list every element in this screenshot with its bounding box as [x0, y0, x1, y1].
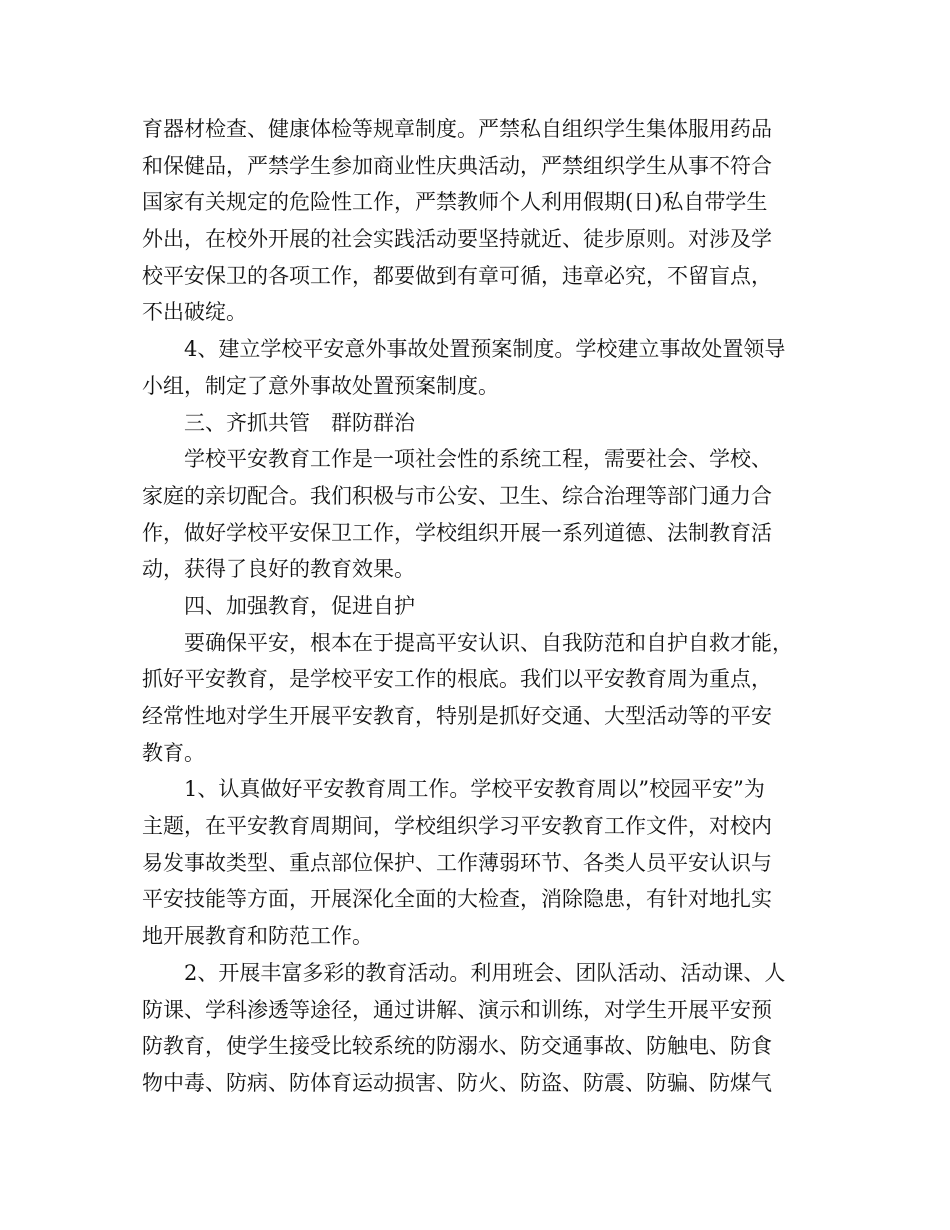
text-line: 三、齐抓共管 群防群治 — [184, 410, 415, 435]
text-line: 防课、学科渗透等途径，通过讲解、演示和训练，对学生开展平安预 — [142, 997, 772, 1022]
text-line: 平安技能等方面，开展深化全面的大检查，消除隐患，有针对地扎实 — [142, 887, 772, 912]
text-line: 家庭的亲切配合。我们积极与市公安、卫生、综合治理等部门通力合 — [142, 483, 772, 508]
text-line: 校平安保卫的各项工作，都要做到有章可循，违章必究，不留盲点， — [142, 263, 772, 288]
text-line: 主题，在平安教育周期间，学校组织学习平安教育工作文件，对校内 — [142, 814, 772, 839]
text-line: 作，做好学校平安保卫工作，学校组织开展一系列道德、法制教育活 — [142, 520, 772, 545]
document-body — [142, 111, 822, 1102]
text-line: 外出，在校外开展的社会实践活动要坚持就近、徒步原则。对涉及学 — [142, 227, 772, 252]
text-line: 小组，制定了意外事故处置预案制度。 — [142, 373, 499, 398]
text-line: 防教育，使学生接受比较系统的防溺水、防交通事故、防触电、防食 — [142, 1034, 772, 1059]
text-line: 地开展教育和防范工作。 — [142, 924, 373, 949]
text-line: 教育。 — [142, 740, 205, 765]
text-line: 学校平安教育工作是一项社会性的系统工程，需要社会、学校、 — [184, 447, 772, 472]
text-line: 1、认真做好平安教育周工作。学校平安教育周以”校园平安”为 — [184, 777, 765, 802]
text-line: 抓好平安教育，是学校平安工作的根底。我们以平安教育周为重点， — [142, 667, 772, 692]
text-line: 育器材检查、健康体检等规章制度。严禁私自组织学生集体服用药品 — [142, 117, 772, 141]
text-line: 2、开展丰富多彩的教育活动。利用班会、团队活动、活动课、人 — [184, 960, 786, 985]
text-line: 物中毒、防病、防体育运动损害、防火、防盗、防震、防骗、防煤气 — [142, 1070, 772, 1095]
text-line: 经常性地对学生开展平安教育，特别是抓好交通、大型活动等的平安 — [142, 704, 772, 728]
text-line: 动，获得了良好的教育效果。 — [142, 557, 415, 582]
text-line: 和保健品，严禁学生参加商业性庆典活动，严禁组织学生从事不符合 — [142, 153, 772, 178]
text-line: 不出破绽。 — [142, 300, 247, 325]
text-line: 国家有关规定的危险性工作，严禁教师个人利用假期(日)私自带学生 — [142, 190, 768, 215]
text-line: 易发事故类型、重点部位保护、工作薄弱环节、各类人员平安认识与 — [142, 850, 772, 875]
text-line: 四、加强教育，促进自护 — [184, 593, 415, 618]
text-line: 要确保平安，根本在于提高平安认识、自我防范和自护自救才能， — [184, 630, 793, 655]
text-line: 4、建立学校平安意外事故处置预案制度。学校建立事故处置领导 — [184, 337, 786, 362]
